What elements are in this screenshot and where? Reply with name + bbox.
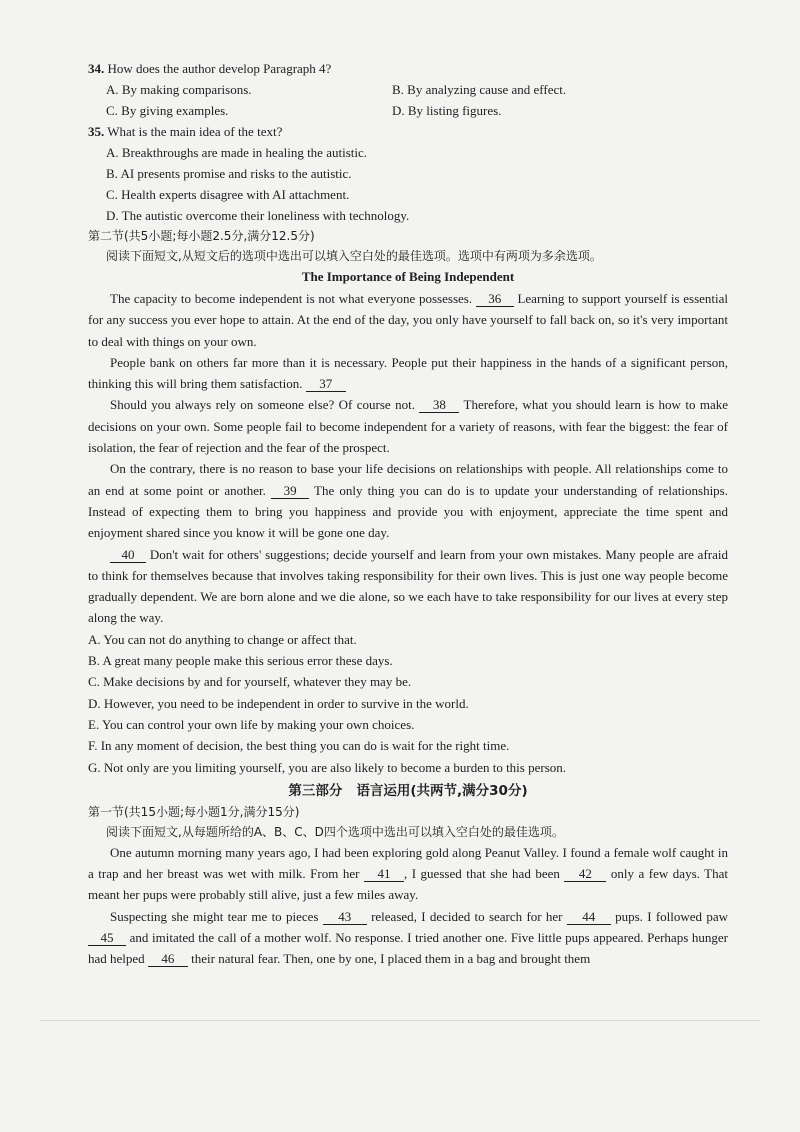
question-number: 34. [88,61,105,76]
options-row [88,100,728,121]
blank-46[interactable]: 46 [148,951,188,967]
part-label: 第三部分 [288,782,343,799]
section-heading: 第一节(共15小题;每小题1分,满分15分) [88,804,300,819]
question-stem: What is the main idea of the text? [107,124,283,139]
options-row [88,79,728,100]
part-heading [88,780,728,802]
passage-paragraph: Should you always rely on someone else? Of course not. 38 Therefore, what you should learn is how to make decisions on your own. Some people fail to become independent for a variety of reasons, with fear the biggest: the fear of isolation, the fear of rejection and the fear of the prospect. [88,397,728,456]
question-number: 35. [88,124,105,139]
blank-43[interactable]: 43 [323,909,367,925]
choice-item[interactable]: B. A great many people make this serious error these days. [88,653,393,669]
question-35 [88,121,728,142]
option-b[interactable]: B. By analyzing cause and effect. [392,82,567,97]
blank-37[interactable]: 37 [306,376,346,392]
choice-item[interactable]: G. Not only are you limiting yourself, you are also likely to become a burden to this person. [88,759,567,775]
option-a[interactable]: A. Breakthroughs are made in healing the autistic. [106,145,368,160]
option-a[interactable]: A. By making comparisons. [106,82,252,97]
blank-42[interactable]: 42 [564,866,606,882]
choice-item[interactable]: D. However, you need to be independent in order to survive in the world. [88,695,469,711]
option-d[interactable]: D. By listing figures. [392,103,502,118]
option-d[interactable]: D. The autistic overcome their loneliness with technology. [106,208,410,223]
blank-36[interactable]: 36 [476,291,514,307]
question-34 [88,58,728,79]
blank-39[interactable]: 39 [271,483,309,499]
part-title: 语言运用(共两节,满分30分) [356,782,528,799]
choice-item[interactable]: A. You can not do anything to change or affect that. [88,631,357,647]
section-heading: 第二节(共5小题;每小题2.5分,满分12.5分) [88,229,315,243]
choice-item[interactable]: C. Make decisions by and for yourself, whatever they may be. [88,674,412,690]
question-stem: How does the author develop Paragraph 4? [107,61,332,76]
blank-40[interactable]: 40 [110,547,146,563]
choice-item[interactable]: F. In any moment of decision, the best thing you can do is wait for the right time. [88,738,510,754]
page-edge-divider [40,1020,760,1021]
passage-title: The Importance of Being Independent [301,269,515,284]
passage-paragraph: 40 Don't wait for others' suggestions; decide yourself and learn from your own mistakes. Many people are afraid to think for themselves because that involves taking responsibility for their own lives. This is just one way people become gradually dependent. We are born alone and we die alone, so we each have to take responsibility for our lives at every step along the way. [88,546,728,626]
page-content [88,58,728,970]
option-c[interactable]: C. By giving examples. [106,103,229,118]
passage-paragraph: One autumn morning many years ago, I had been exploring gold along Peanut Valley. I found a female wolf caught in a trap and her breast was wet with milk. From her 41 , I guessed that she had been 42 only a few days. That meant her pups were probably still alive, just a few miles away. [88,844,728,903]
passage-paragraph: The capacity to become independent is not what everyone possesses. 36 Learning to support yourself is essential for any success you ever hope to attain. At the end of the day, you only have yourself to fall back on, so it's very important to deal with things on your own. [88,291,728,349]
section-instruction: 阅读下面短文,从每题所给的A、B、C、D四个选项中选出可以填入空白处的最佳选项。 [106,824,564,839]
choice-item[interactable]: E. You can control your own life by making your own choices. [88,716,415,732]
option-c[interactable]: C. Health experts disagree with AI attachment. [106,187,350,202]
blank-45[interactable]: 45 [88,930,126,946]
passage-paragraph: People bank on others far more than it is necessary. People put their happiness in the hands of a significant person, thinking this will bring them satisfaction. 37 [88,354,728,392]
blank-38[interactable]: 38 [419,397,459,413]
section-instruction: 阅读下面短文,从短文后的选项中选出可以填入空白处的最佳选项。选项中有两项为多余选项。 [106,249,602,263]
passage-paragraph: On the contrary, there is no reason to base your life decisions on relationships with people. All relationships come to an end at some point or another. 39 The only thing you can do is to update your understanding of relationships. Instead of expecting them to bring you happiness and provide you with enjoyment, appreciate the time spent and enjoyment shared since you know it will be gone one day. [88,461,728,541]
blank-44[interactable]: 44 [567,909,611,925]
option-b[interactable]: B. AI presents promise and risks to the autistic. [106,166,352,181]
blank-41[interactable]: 41 [364,866,404,882]
passage-paragraph: Suspecting she might tear me to pieces 43 released, I decided to search for her 44 pups. I followed paw 45 and imitated the call of a mother wolf. No response. I tried another one. Five little pups appeared. Perhaps hunger had helped 46 their natural fear. Then, one by one, I placed them in a bag and brought them [88,908,728,967]
